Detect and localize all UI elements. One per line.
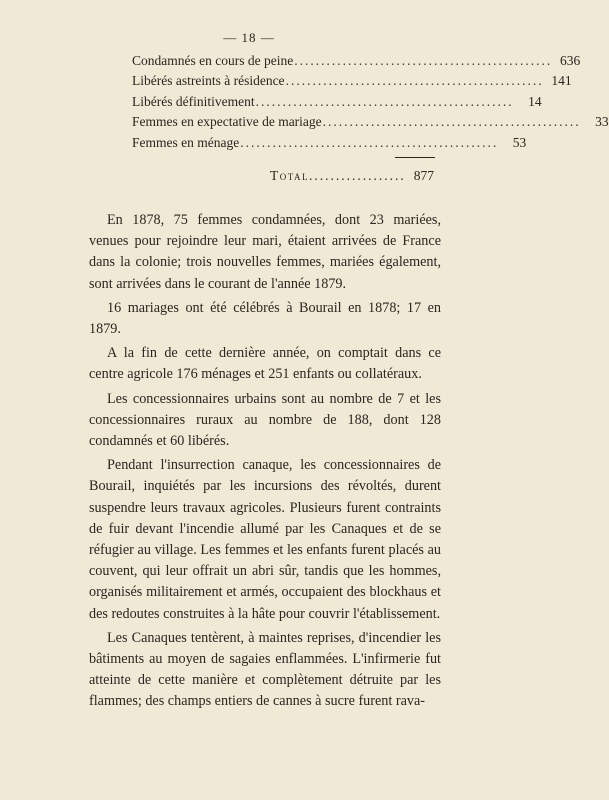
- stat-label: Libérés astreints à résidence: [132, 73, 285, 89]
- stat-label: Condamnés en cours de peine: [132, 53, 294, 68]
- stat-value: 141: [551, 73, 572, 89]
- stat-value: 33: [595, 114, 609, 130]
- paragraph: En 1878, 75 femmes condamnées, dont 23 mariées, venues pour rejoindre leur mari, étaient arrivées de France dans la colonie; trois nouvelles femmes, mariées également, sont arrivées dans le courant de l'année 1879.: [89, 212, 441, 292]
- body-text: [89, 210, 441, 716]
- leader-dots: ..................: [309, 168, 406, 183]
- leader-dots: ................................................: [322, 114, 581, 130]
- total-value: 877: [413, 168, 434, 183]
- statistics-table: [132, 51, 609, 153]
- paragraph: Pendant l'insurrection canaque, les concessionnaires de Bourail, inquiétés par les incursions des révoltés, durent suspendre leurs travaux agricoles. Plusieurs furent contraints de fuir devant l'incendie allumé par les Canaques et de se réfugier au village. Les femmes et les enfants furent placés au couvent, qui leur offrait un abri sûr, tandis que les hommes, organisés militairement et armés, occupaient des blockhaus et des redoutes construites à la hâte pour couvrir l'établissement.: [89, 457, 441, 622]
- stat-row: [132, 112, 609, 132]
- paragraph: A la fin de cette dernière année, on comptait dans ce centre agricole 176 ménages et 251 enfants ou collatéraux.: [89, 345, 441, 383]
- leader-dots: ................................................: [285, 73, 544, 89]
- leader-dots: ................................................: [240, 134, 499, 150]
- stat-value: 636: [559, 53, 581, 68]
- stat-row: [132, 51, 581, 71]
- paragraph: 16 mariages ont été célébrés à Bourail en 1878; 17 en 1879.: [89, 299, 441, 338]
- paragraph: Les concessionnaires urbains sont au nombre de 7 et les concessionnaires ruraux au nombre de 188, dont 128 condamnés et 60 libérés.: [89, 390, 441, 450]
- stat-row: [132, 133, 527, 153]
- total-rule: [395, 157, 435, 158]
- stat-label: Femmes en expectative de mariage: [132, 114, 322, 130]
- total-row: [270, 166, 434, 186]
- stat-value: 14: [528, 93, 542, 109]
- total-label: Total: [270, 168, 310, 183]
- leader-dots: ................................................: [255, 93, 514, 109]
- stat-label: Femmes en ménage: [132, 134, 240, 150]
- page-number: — 18 —: [223, 30, 275, 45]
- stat-value: 53: [512, 134, 527, 150]
- stat-row: [132, 71, 572, 91]
- stat-row: [132, 92, 542, 112]
- leader-dots: ................................................: [294, 53, 553, 68]
- paragraph: Les Canaques tentèrent, à maintes reprises, d'incendier les bâtiments au moyen de sagaies enflammées. L'infirmerie fut atteinte de cette manière et complètement détruite par les flammes; des champs entiers de cannes à sucre furent rava-: [89, 629, 441, 710]
- stat-label: Libérés définitivement: [132, 93, 255, 109]
